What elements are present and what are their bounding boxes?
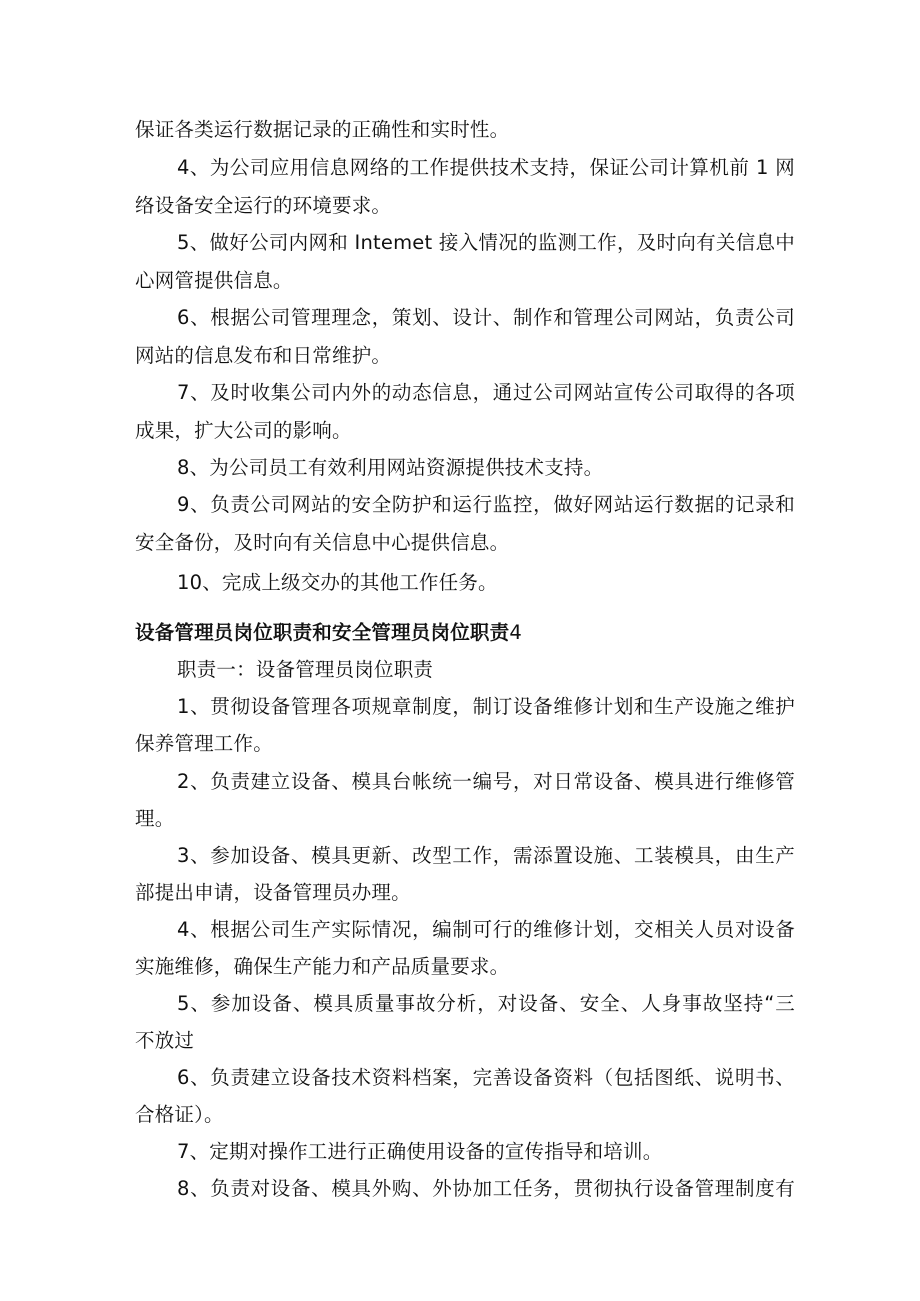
paragraph-continuation: 保证各类运行数据记录的正确性和实时性。	[135, 118, 510, 141]
duty-item-1-line-1: 1、贯彻设备管理各项规章制度，制订设备维修计划和生产设施之维护	[177, 695, 795, 718]
paragraph-item-9-line-1: 9、负责公司网站的安全防护和运行监控，做好网站运行数据的记录和	[177, 493, 795, 516]
duty-item-5-line-2: 不放过	[135, 1029, 195, 1052]
duty-item-2-line-1: 2、负责建立设备、模具台帐统一编号，对日常设备、模具进行维修管	[177, 770, 795, 793]
paragraph-item-5-line-2: 心网管提供信息。	[135, 269, 293, 292]
section-heading-text: 设备管理员岗位职责和安全管理员岗位职责	[135, 621, 510, 644]
paragraph-item-6-line-2: 网站的信息发布和日常维护。	[135, 344, 392, 367]
paragraph-item-5-line-1: 5、做好公司内网和 Intemet 接入情况的监测工作，及时向有关信息中	[177, 231, 795, 254]
paragraph-item-10: 10、完成上级交办的其他工作任务。	[177, 571, 498, 594]
duty-item-6-line-1: 6、负责建立设备技术资料档案，完善设备资料（包括图纸、说明书、	[177, 1066, 795, 1089]
section-heading-number: 4	[509, 621, 522, 644]
paragraph-item-7-line-2: 成果，扩大公司的影响。	[135, 419, 352, 442]
subheading: 职责一：设备管理员岗位职责	[177, 658, 434, 681]
duty-item-5-line-1: 5、参加设备、模具质量事故分析，对设备、安全、人身事故坚持“三	[177, 992, 795, 1015]
paragraph-item-8: 8、为公司员工有效利用网站资源提供技术支持。	[177, 456, 604, 479]
duty-item-2-line-2: 理。	[135, 807, 175, 830]
section-heading	[135, 620, 795, 646]
duty-item-7: 7、定期对操作工进行正确使用设备的宣传指导和培训。	[177, 1140, 663, 1163]
duty-item-8-line-1: 8、负责对设备、模具外购、外协加工任务，贯彻执行设备管理制度有	[177, 1177, 795, 1200]
paragraph-item-9-line-2: 安全备份，及时向有关信息中心提供信息。	[135, 531, 510, 554]
duty-item-6-line-2: 合格证）。	[135, 1103, 224, 1126]
duty-item-4-line-2: 实施维修，确保生产能力和产品质量要求。	[135, 955, 510, 978]
duty-item-4-line-1: 4、根据公司生产实际情况，编制可行的维修计划，交相关人员对设备	[177, 918, 795, 941]
duty-item-3-line-1: 3、参加设备、模具更新、改型工作，需添置设施、工装模具，由生产	[177, 844, 795, 867]
duty-item-1-line-2: 保养管理工作。	[135, 732, 273, 755]
paragraph-item-7-line-1: 7、及时收集公司内外的动态信息，通过公司网站宣传公司取得的各项	[177, 381, 795, 404]
paragraph-item-4-line-1: 4、为公司应用信息网络的工作提供技术支持，保证公司计算机前 1 网	[177, 156, 795, 179]
paragraph-item-4-line-2: 络设备安全运行的环境要求。	[135, 194, 392, 217]
duty-item-3-line-2: 部提出申请，设备管理员办理。	[135, 881, 411, 904]
paragraph-item-6-line-1: 6、根据公司管理理念，策划、设计、制作和管理公司网站，负责公司	[177, 306, 795, 329]
